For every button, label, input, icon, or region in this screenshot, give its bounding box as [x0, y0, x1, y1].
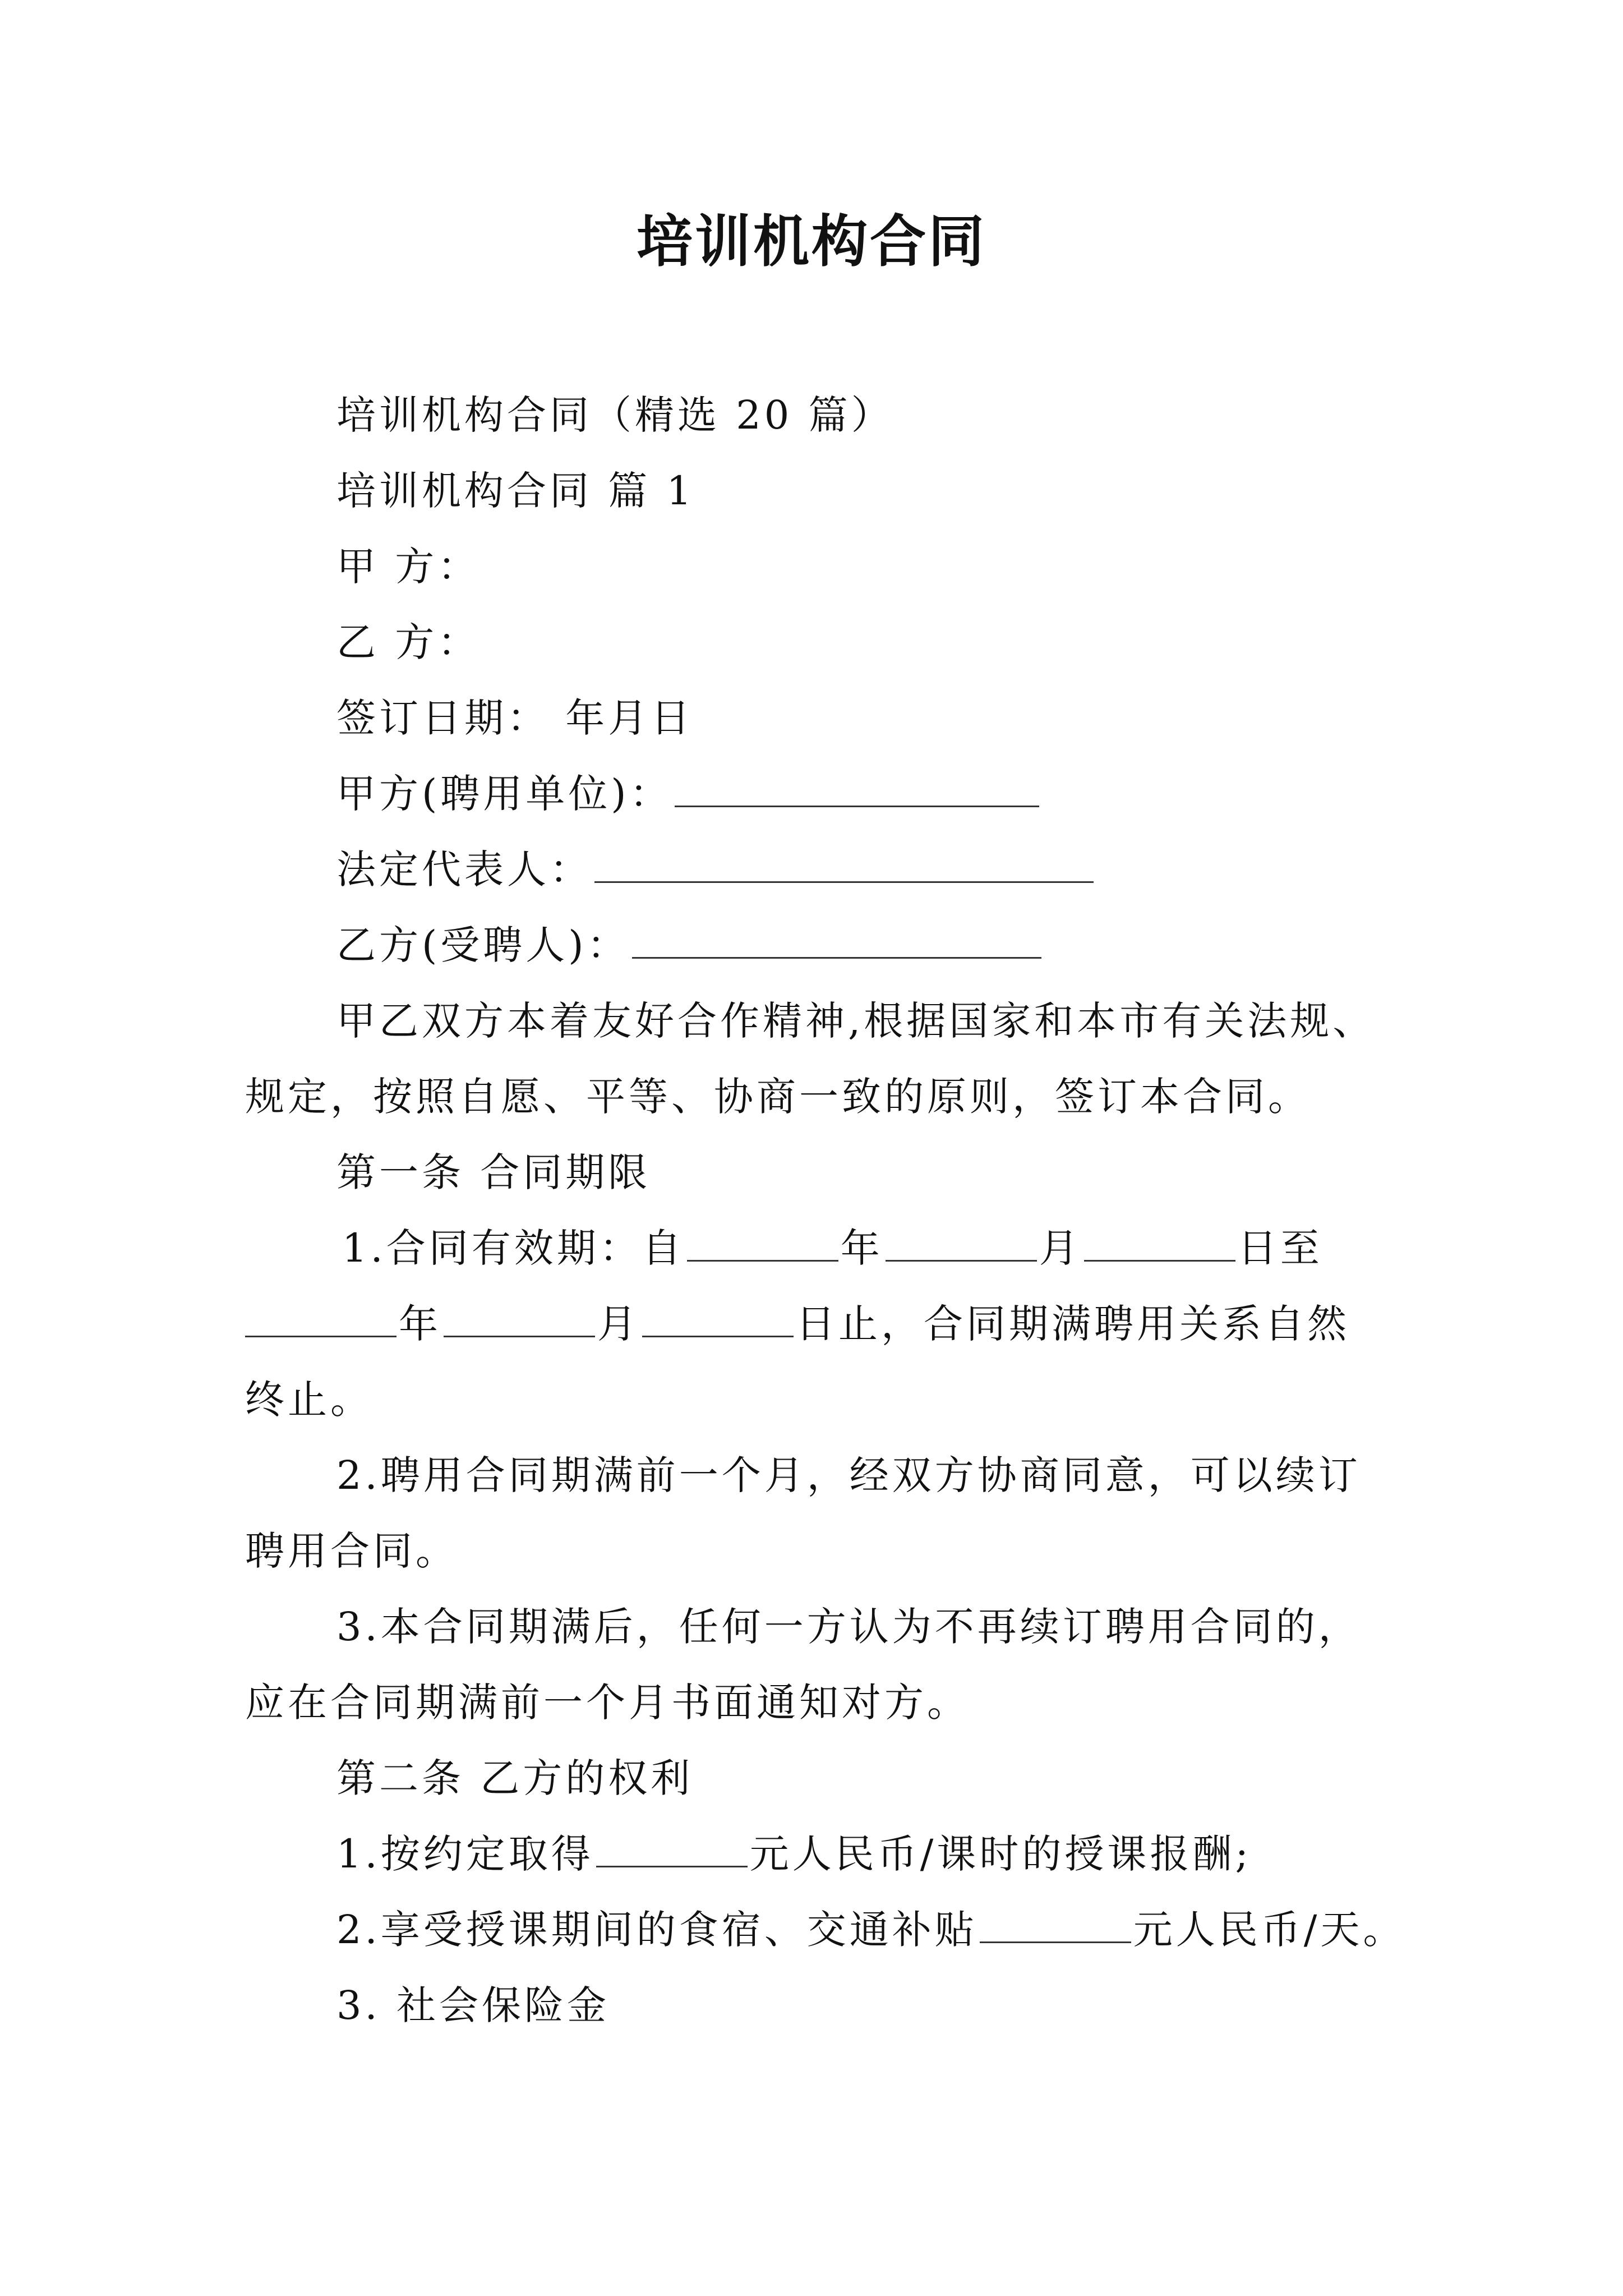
art1-end-text: 日止，合同期满聘用关系自然: [796, 1301, 1350, 1347]
fee-blank: [596, 1826, 748, 1867]
article-2-item-2: [336, 1902, 1405, 1958]
article-2-item-3: 3. 社会保险金: [336, 1982, 610, 2028]
article-1-title: 第一条 合同期限: [336, 1149, 651, 1195]
article-1-item-1-line-1: [342, 1220, 1323, 1276]
art2-item1-label: 1.按约定取得: [336, 1831, 594, 1877]
party-a-employer-line: [336, 766, 1041, 822]
legal-rep-blank: [594, 842, 1094, 883]
intro-paragraph-line-2: 规定，按照自愿、平等、协商一致的原则，签订本合同。: [245, 1074, 1311, 1120]
party-b-employee-blank: [632, 918, 1041, 959]
document-subtitle: 培训机构合同（精选 20 篇）: [336, 392, 894, 438]
legal-rep-line: [336, 841, 1096, 898]
party-b-employee-label: 乙方(受聘人)：: [336, 922, 630, 968]
article-1-item-1-line-2: [245, 1296, 1350, 1352]
art2-item2-text: 元人民币/天。: [1133, 1907, 1406, 1953]
art1-month-label: 月: [1039, 1225, 1082, 1271]
art1-to-label: 日至: [1237, 1225, 1323, 1271]
document-title: 培训机构合同: [637, 208, 986, 274]
allowance-blank: [980, 1902, 1131, 1943]
party-b-line: 乙 方：: [336, 619, 481, 665]
art1-end-month-label: 月: [597, 1301, 640, 1347]
art2-item1-text: 元人民币/课时的授课报酬;: [749, 1831, 1252, 1877]
article-1-item-2-line-2: 聘用合同。: [245, 1528, 458, 1574]
section-heading: 培训机构合同 篇 1: [336, 468, 695, 514]
intro-paragraph-line-1: 甲乙双方本着友好合作精神,根据国家和本市有关法规、: [336, 998, 1376, 1044]
article-1-item-2-line-1: 2.聘用合同期满前一个月，经双方协商同意，可以续订: [336, 1452, 1361, 1498]
article-2-title: 第二条 乙方的权利: [336, 1755, 694, 1801]
art1-item1-label: 1.合同有效期：自: [342, 1225, 685, 1271]
art1-end-year-label: 年: [399, 1301, 441, 1347]
end-month-blank: [444, 1296, 595, 1337]
end-year-blank: [245, 1296, 396, 1337]
end-day-blank: [642, 1296, 794, 1337]
start-day-blank: [1084, 1221, 1235, 1262]
article-1-item-3-line-1: 3.本合同期满后，任何一方认为不再续订聘用合同的，: [336, 1604, 1361, 1650]
article-1-item-1-line-3: 终止。: [245, 1377, 373, 1423]
article-2-item-1: [336, 1826, 1252, 1882]
legal-rep-label: 法定代表人：: [336, 846, 592, 892]
start-year-blank: [687, 1221, 838, 1262]
party-a-employer-label: 甲方(聘用单位)：: [336, 771, 672, 817]
sign-date-line: 签订日期： 年月日: [336, 695, 694, 741]
party-a-line: 甲 方：: [336, 544, 481, 590]
party-b-employee-line: [336, 917, 1044, 973]
art2-item2-label: 2.享受授课期间的食宿、交通补贴: [336, 1907, 978, 1953]
art1-year-label: 年: [840, 1225, 883, 1271]
start-month-blank: [886, 1221, 1037, 1262]
article-1-item-3-line-2: 应在合同期满前一个月书面通知对方。: [245, 1680, 970, 1726]
party-a-employer-blank: [675, 766, 1039, 807]
